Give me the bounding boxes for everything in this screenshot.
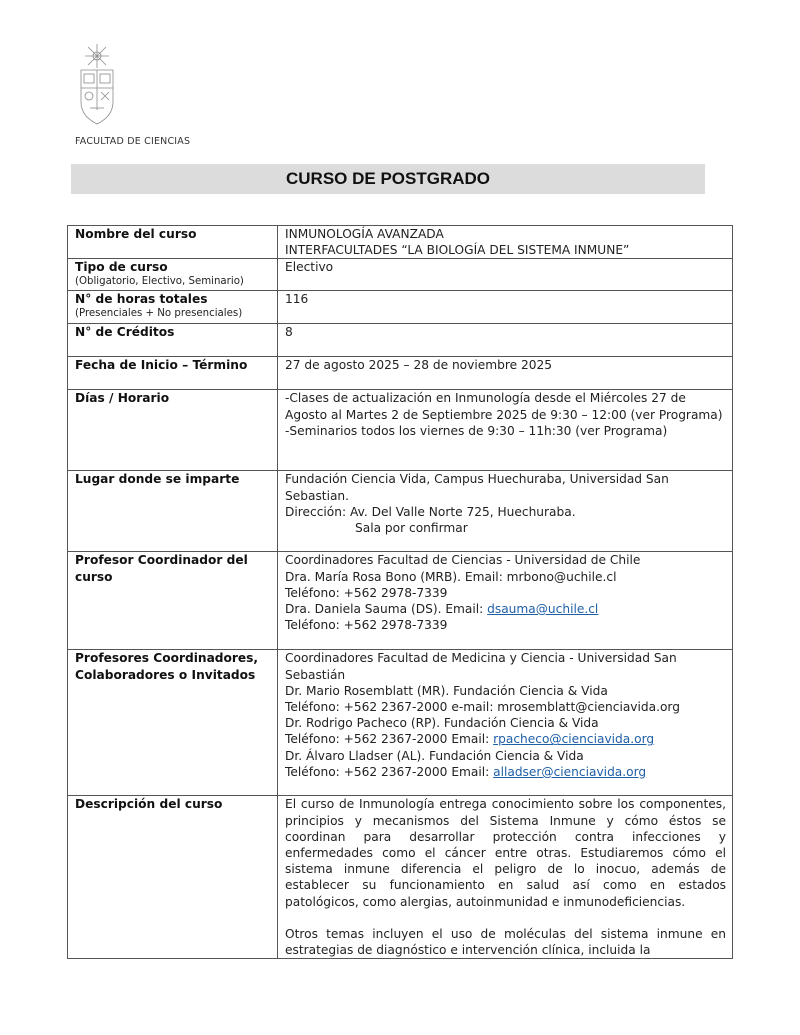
row-label-tipo: Tipo de curso [75,260,168,275]
total-hours: 116 [285,292,309,307]
row-sublabel-tipo: (Obligatorio, Electivo, Seminario) [75,275,244,287]
collaborator-pacheco-phone: Teléfono: +562 2367-2000 Email: [285,732,494,747]
table-row [68,471,733,552]
location-address: Dirección: Av. Del Valle Norte 725, Huechuraba. [285,504,576,519]
collaborator-rosemblatt-contact: Teléfono: +562 2367-2000 e-mail: mrosemblatt@cienciavida.org [285,700,680,715]
table-row [68,357,733,390]
label-cell [68,259,278,291]
coordinator-sauma-text: Dra. Daniela Sauma (DS). Email: [285,602,488,617]
description-paragraph-1: El curso de Inmunología entrega conocimiento sobre los componentes, principios y mecanismos del Sistema Inmune y cómo éstos se coordinan para desarrollar protección contra infecciones y enfermedades como el cáncer entre otras. Estudiaremos cómo el sistema inmune diferencia el peligro de lo inocuo, además de establecer su funcionamiento en salud así como en estados patológicos, como alergias, autoinmunidad e inmunodeficiencias. [285,797,726,909]
table-row [68,650,733,796]
label-cell [68,552,278,650]
value-cell [278,291,733,324]
collaborator-lladser-phone: Teléfono: +562 2367-2000 Email: [285,764,494,779]
row-label-dias: Días / Horario [75,391,170,406]
label-cell [68,226,278,259]
collaborator-pacheco: Dr. Rodrigo Pacheco (RP). Fundación Ciencia & Vida [285,716,599,731]
paragraph-gap [285,910,726,926]
row-label-coordinador: Profesor Coordinador del curso [75,553,248,584]
value-cell [278,650,733,796]
schedule-seminars: -Seminarios todos los viernes de 9:30 – 11h:30 (ver Programa) [285,423,668,438]
coordinator-bono: Dra. María Rosa Bono (MRB). Email: mrbono@uchile.cl [285,569,617,584]
description-paragraph-2: Otros temas incluyen el uso de moléculas del sistema inmune en estrategias de diagnóstico e intervención clínica, incluida la [285,926,726,958]
row-label-nombre: Nombre del curso [75,227,197,241]
collaborators-faculty: Coordinadores Facultad de Medicina y Ciencia - Universidad San Sebastián [285,651,677,682]
label-cell [68,796,278,959]
collaborator-lladser-contact [285,764,726,780]
collaborator-pacheco-contact [285,731,726,747]
dates: 27 de agosto 2025 – 28 de noviembre 2025 [285,358,552,373]
row-label-horas: N° de horas totales [75,292,208,307]
coordinator-bono-phone: Teléfono: +562 2978-7339 [285,585,448,600]
label-cell [68,291,278,324]
value-cell [278,226,733,259]
row-label-colaboradores-2: Colaboradores o Invitados [75,667,256,682]
value-cell [278,552,733,650]
coordinator-sauma [285,601,726,617]
table-row [68,390,733,471]
page-title: CURSO DE POSTGRADO [285,169,491,188]
row-label-fecha: Fecha de Inicio – Término [75,358,248,373]
table-row [68,226,733,259]
course-info-table [67,225,733,959]
value-cell [278,390,733,471]
coordinator-sauma-phone: Teléfono: +562 2978-7339 [285,618,448,633]
course-type: Electivo [285,260,334,275]
location-room: Sala por confirmar [355,521,468,536]
value-cell [278,259,733,291]
location-campus: Fundación Ciencia Vida, Campus Huechuraba, Universidad San Sebastian. [285,472,669,503]
table-row [68,291,733,324]
table-row [68,259,733,291]
value-cell [278,471,733,552]
label-cell [68,357,278,390]
table-row [68,552,733,650]
course-name: INMUNOLOGÍA AVANZADA [285,227,444,241]
course-subtitle: INTERFACULTADES “LA BIOLOGÍA DEL SISTEMA INMUNE” [285,243,630,258]
email-link-lladser[interactable]: alladser@cienciavida.org [493,764,647,779]
credits: 8 [285,325,293,340]
label-cell [68,324,278,357]
table-row [68,324,733,357]
row-label-lugar: Lugar donde se imparte [75,472,240,487]
collaborator-rosemblatt: Dr. Mario Rosemblatt (MR). Fundación Ciencia & Vida [285,683,608,698]
label-cell [68,471,278,552]
table-row [68,796,733,959]
label-cell [68,390,278,471]
value-cell [278,796,733,959]
row-label-creditos: N° de Créditos [75,325,175,340]
email-link-sauma[interactable]: dsauma@uchile.cl [487,602,599,617]
title-banner [71,164,705,194]
value-cell [278,357,733,390]
row-label-descripcion: Descripción del curso [75,797,223,812]
value-cell [278,324,733,357]
faculty-name: FACULTAD DE CIENCIAS [75,136,191,147]
schedule-classes: -Clases de actualización en Inmunología desde el Miércoles 27 de Agosto al Martes 2 de Septiembre 2025 de 9:30 – 12:00 (ver Programa) [285,391,723,422]
row-label-colaboradores-1: Profesores Coordinadores, [75,651,259,666]
collaborator-lladser: Dr. Álvaro Lladser (AL). Fundación Ciencia & Vida [285,748,584,763]
row-sublabel-horas: (Presenciales + No presenciales) [75,307,243,319]
coordinator-faculty: Coordinadores Facultad de Ciencias - Universidad de Chile [285,553,641,568]
email-link-pacheco[interactable]: rpacheco@cienciavida.org [493,732,655,747]
university-crest-logo [78,44,116,126]
label-cell [68,650,278,796]
